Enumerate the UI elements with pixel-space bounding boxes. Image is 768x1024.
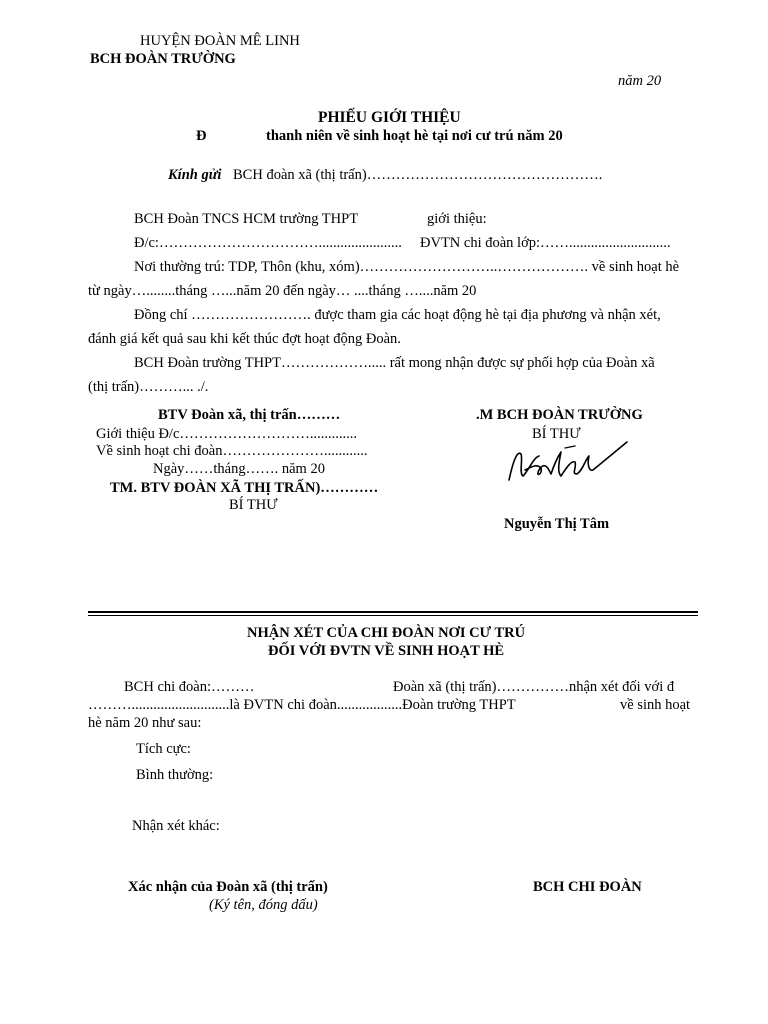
chapter-committee: BCH CHI ĐOÀN: [533, 879, 642, 895]
other-comments-label: Nhận xét khác:: [132, 818, 220, 834]
member-field: ………...........................là ĐVTN chi đoàn..................Đoàn trường THPT: [88, 697, 516, 713]
commune-heading: BTV Đoàn xã, thị trấn………: [158, 407, 341, 423]
cooperation-line-2: (thị trấn)………... ./.: [88, 379, 209, 395]
addressee-text: BCH đoàn xã (thị trấn)………………………………………….: [233, 167, 603, 183]
cooperation-line-1: BCH Đoàn trường THPT………………..... rất mong nhận được sự phối hợp của Đoàn xã: [134, 355, 655, 371]
residence-line-2: từ ngày…........tháng …...năm 20 đến ngày… ....tháng …....năm 20: [88, 283, 477, 299]
section-divider-top: [88, 611, 698, 613]
section2-title-1: NHẬN XÉT CỦA CHI ĐOÀN NƠI CƯ TRÚ: [247, 625, 526, 641]
handwritten-signature: [505, 440, 630, 490]
school-heading: .M BCH ĐOÀN TRƯỜNG: [476, 407, 643, 423]
section-divider-bottom: [88, 615, 698, 616]
school-committee: BCH ĐOÀN TRƯỜNG: [90, 51, 236, 67]
sign-stamp-note: (Ký tên, đóng dấu): [209, 897, 318, 913]
section2-title-2: ĐỐI VỚI ĐVTN VỀ SINH HOẠT HÈ: [268, 643, 505, 659]
intro-suffix: giới thiệu:: [427, 211, 487, 227]
normal-label: Bình thường:: [136, 767, 214, 783]
commune-role: BÍ THƯ: [229, 497, 278, 513]
commune-confirmation: Xác nhận của Đoàn xã (thị trấn): [128, 879, 328, 895]
intro-text: BCH Đoàn TNCS HCM trường THPT: [134, 211, 359, 227]
school-role: BÍ THƯ: [532, 426, 581, 442]
year-label: năm 20: [618, 73, 662, 89]
signer-name: Nguyễn Thị Tâm: [504, 516, 610, 532]
address-field: Đ/c:…………………………….......................: [134, 235, 402, 251]
date-line: Ngày……tháng……. năm 20: [153, 461, 325, 477]
activity-line: Về sinh hoạt chi đoàn…………………............: [96, 443, 368, 459]
document-title: PHIẾU GIỚI THIỆU: [318, 109, 461, 126]
chapter-field: BCH chi đoàn:………: [124, 679, 255, 695]
summer-year-line: hè năm 20 như sau:: [88, 715, 202, 731]
summer-activity-label: về sinh hoạt: [620, 697, 691, 713]
residence-line-1: Nơi thường trú: TDP, Thôn (khu, xóm)………………………..………………. về sinh hoạt hè: [134, 259, 680, 275]
positive-label: Tích cực:: [136, 741, 191, 757]
title-prefix: Đ: [196, 128, 207, 144]
commune-signer-title: TM. BTV ĐOÀN XÃ THỊ TRẤN)…………: [110, 480, 379, 496]
district-union: HUYỆN ĐOÀN MÊ LINH: [140, 33, 300, 49]
commune-comment-field: Đoàn xã (thị trấn)……………nhận xét đối với đ: [393, 679, 675, 695]
document-subtitle: thanh niên về sinh hoạt hè tại nơi cư trú năm 20: [266, 128, 563, 144]
class-field: ĐVTN chi đoàn lớp:……............................: [420, 235, 671, 251]
addressee-label: Kính gửi: [168, 167, 222, 183]
referral-line: Giới thiệu Đ/c……………………….............: [96, 426, 357, 442]
comrade-line-1: Đồng chí ……………………. được tham gia các hoạt động hè tại địa phương và nhận xét,: [134, 307, 661, 323]
comrade-line-2: đánh giá kết quả sau khi kết thúc đợt hoạt động Đoàn.: [88, 331, 401, 347]
